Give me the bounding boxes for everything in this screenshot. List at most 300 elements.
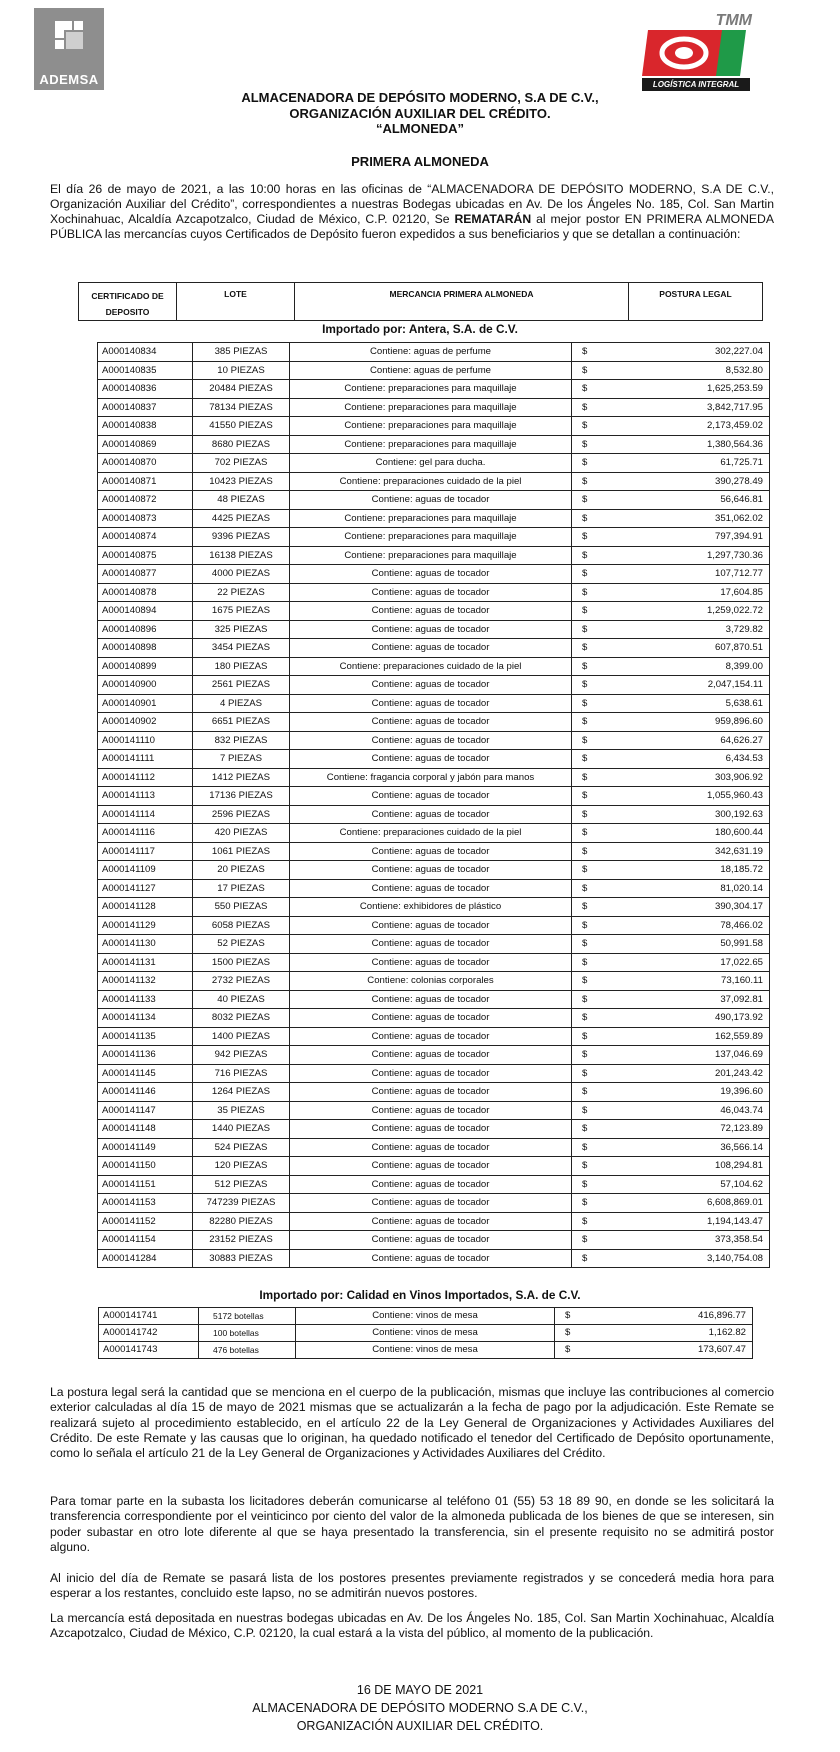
currency-symbol: $ [582,956,588,968]
currency-symbol: $ [582,919,588,931]
table-row [98,750,770,769]
certificate-cell: A000140836 [98,380,193,399]
currency-symbol: $ [582,697,588,709]
ademsa-mark-icon [52,18,86,52]
postura-amount: 6,434.53 [725,753,763,765]
postura-cell [555,1342,753,1359]
currency-symbol: $ [582,993,588,1005]
certificate-cell: A000141152 [98,1212,193,1231]
lot-cell: 550 PIEZAS [193,898,290,917]
table-row [98,898,770,917]
currency-symbol: $ [582,549,588,561]
lot-cell: 82280 PIEZAS [193,1212,290,1231]
postura-amount: 1,055,960.43 [706,790,763,802]
table-row [98,1194,770,1213]
table-row [98,713,770,732]
postura-amount: 351,062.02 [714,512,763,524]
currency-symbol: $ [582,1086,588,1098]
postura-amount: 17,604.85 [720,586,763,598]
postura-cell [572,509,770,528]
currency-symbol: $ [582,1030,588,1042]
postura-cell [572,861,770,880]
certificate-cell: A000141114 [98,805,193,824]
lot-cell: 1412 PIEZAS [193,768,290,787]
postura-cell [572,787,770,806]
merchandise-cell: Contiene: preparaciones para maquillaje [290,435,572,454]
postura-amount: 390,304.17 [714,901,763,913]
lot-cell: 2732 PIEZAS [193,972,290,991]
table-row [98,676,770,695]
lot-cell: 30883 PIEZAS [193,1249,290,1268]
currency-symbol: $ [582,1049,588,1061]
certificate-cell: A000141284 [98,1249,193,1268]
certificate-cell: A000140896 [98,620,193,639]
postura-cell [572,435,770,454]
postura-cell [572,491,770,510]
postura-amount: 3,729.82 [725,623,763,635]
postura-cell [572,361,770,380]
lot-cell: 476 botellas [199,1342,296,1359]
header-line-3: “ALMONEDA” [375,121,465,136]
certificate-cell: A000141136 [98,1046,193,1065]
certificate-cell: A000140870 [98,454,193,473]
merchandise-cell: Contiene: aguas de tocador [290,1009,572,1028]
currency-symbol: $ [582,660,588,672]
certificate-cell: A000141135 [98,1027,193,1046]
currency-symbol: $ [582,901,588,913]
lot-cell: 78134 PIEZAS [193,398,290,417]
lot-cell: 100 botellas [199,1325,296,1342]
lot-cell: 8680 PIEZAS [193,435,290,454]
lot-cell: 17 PIEZAS [193,879,290,898]
table-row [98,583,770,602]
postura-amount: 5,638.61 [725,697,763,709]
table-row [98,472,770,491]
currency-symbol: $ [582,512,588,524]
table-header [78,282,763,321]
currency-symbol: $ [582,1104,588,1116]
postura-cell [572,953,770,972]
postura-amount: 36,566.14 [720,1141,763,1153]
certificate-cell: A000141145 [98,1064,193,1083]
header-desc: MERCANCIA PRIMERA ALMONEDA [295,283,629,321]
postura-amount: 3,140,754.08 [706,1252,763,1264]
postura-cell [572,454,770,473]
lot-cell: 385 PIEZAS [193,343,290,362]
merchandise-cell: Contiene: vinos de mesa [296,1325,555,1342]
merchandise-cell: Contiene: aguas de tocador [290,879,572,898]
table-row [98,343,770,362]
postura-cell [572,1120,770,1139]
table-row [98,953,770,972]
merchandise-cell: Contiene: aguas de tocador [290,1046,572,1065]
lots-table-vinos [98,1307,753,1359]
table-row [99,1342,753,1359]
lot-cell: 17136 PIEZAS [193,787,290,806]
table-row [98,1046,770,1065]
table-row [98,694,770,713]
postura-cell [572,750,770,769]
currency-symbol: $ [582,975,588,987]
certificate-cell: A000140871 [98,472,193,491]
table-row [98,1175,770,1194]
lot-cell: 7 PIEZAS [193,750,290,769]
merchandise-cell: Contiene: colonias corporales [290,972,572,991]
postura-amount: 1,380,564.36 [706,438,763,450]
lot-cell: 52 PIEZAS [193,935,290,954]
merchandise-cell: Contiene: aguas de tocador [290,990,572,1009]
table-row [98,639,770,658]
currency-symbol: $ [582,346,588,358]
footer-date: 16 DE MAYO DE 2021 [356,1683,484,1697]
lot-cell: 1264 PIEZAS [193,1083,290,1102]
merchandise-cell: Contiene: aguas de tocador [290,491,572,510]
postura-cell [555,1308,753,1325]
lot-cell: 6058 PIEZAS [193,916,290,935]
currency-symbol: $ [582,1215,588,1227]
certificate-cell: A000141148 [98,1120,193,1139]
postura-cell [572,417,770,436]
postura-amount: 390,278.49 [714,475,763,487]
postura-amount: 64,626.27 [720,734,763,746]
postura-amount: 342,631.19 [714,845,763,857]
table-row [98,435,770,454]
certificate-cell: A000140898 [98,639,193,658]
currency-symbol: $ [582,364,588,376]
merchandise-cell: Contiene: preparaciones para maquillaje [290,417,572,436]
table-row [99,1325,753,1342]
tmm-logo [640,12,760,94]
postura-amount: 19,396.60 [720,1086,763,1098]
postura-cell [572,398,770,417]
currency-symbol: $ [582,531,588,543]
certificate-cell: A000141130 [98,935,193,954]
lot-cell: 702 PIEZAS [193,454,290,473]
table-row [98,1064,770,1083]
merchandise-cell: Contiene: preparaciones cuidado de la piel [290,472,572,491]
postura-cell [572,639,770,658]
lot-cell: 23152 PIEZAS [193,1231,290,1250]
footer-company: ALMACENADORA DE DEPÓSITO MODERNO S.A DE C.V., [252,1701,588,1715]
table-row [98,491,770,510]
postura-cell [572,657,770,676]
lot-cell: 3454 PIEZAS [193,639,290,658]
lot-cell: 1675 PIEZAS [193,602,290,621]
table-row [98,602,770,621]
table-row [98,916,770,935]
currency-symbol: $ [582,1197,588,1209]
currency-symbol: $ [582,827,588,839]
lot-cell: 325 PIEZAS [193,620,290,639]
currency-symbol: $ [582,1067,588,1079]
currency-symbol: $ [582,568,588,580]
merchandise-cell: Contiene: preparaciones para maquillaje [290,380,572,399]
lot-cell: 16138 PIEZAS [193,546,290,565]
merchandise-cell: Contiene: aguas de perfume [290,361,572,380]
table-row [99,1308,753,1325]
merchandise-cell: Contiene: aguas de tocador [290,805,572,824]
table-row [98,990,770,1009]
postura-amount: 81,020.14 [720,882,763,894]
table-row [98,1138,770,1157]
lots-table-body [98,343,770,1268]
merchandise-cell: Contiene: vinos de mesa [296,1342,555,1359]
lot-cell: 1061 PIEZAS [193,842,290,861]
lot-cell: 22 PIEZAS [193,583,290,602]
currency-symbol: $ [582,1123,588,1135]
currency-symbol: $ [582,420,588,432]
intro-paragraph [50,182,774,242]
merchandise-cell: Contiene: preparaciones cuidado de la piel [290,824,572,843]
table-row [98,454,770,473]
lot-cell: 1500 PIEZAS [193,953,290,972]
merchandise-cell: Contiene: aguas de tocador [290,1157,572,1176]
header-postura: POSTURA LEGAL [629,283,763,321]
paragraph-participacion: Para tomar parte en la subasta los licitadores deberán comunicarse al teléfono 01 (55) 53 18 89 90, en donde se les solicitará la transferencia correspondiente por el veinticinco por ciento del valor de la almoneda publicada de los bienes de que se interesen, sin poder subastar en otro lote diferente al que se haya presentado la transferencia, sin el presente requisito no se admitirá postor alguno. [50,1494,774,1554]
postura-cell [572,694,770,713]
merchandise-cell: Contiene: aguas de perfume [290,343,572,362]
tmm-tagline: LOGÍSTICA INTEGRAL [642,78,750,91]
table-row [98,824,770,843]
postura-amount: 56,646.81 [720,494,763,506]
currency-symbol: $ [582,679,588,691]
currency-symbol: $ [582,1252,588,1264]
postura-cell [572,1027,770,1046]
merchandise-cell: Contiene: vinos de mesa [296,1308,555,1325]
postura-cell [572,935,770,954]
postura-cell [572,343,770,362]
postura-amount: 490,173.92 [714,1012,763,1024]
table-row [98,1083,770,1102]
merchandise-cell: Contiene: aguas de tocador [290,731,572,750]
merchandise-cell: Contiene: aguas de tocador [290,620,572,639]
postura-amount: 8,532.80 [725,364,763,376]
postura-amount: 162,559.89 [714,1030,763,1042]
lot-cell: 524 PIEZAS [193,1138,290,1157]
postura-amount: 1,297,730.36 [706,549,763,561]
merchandise-cell: Contiene: preparaciones para maquillaje [290,546,572,565]
certificate-cell: A000141741 [99,1308,199,1325]
merchandise-cell: Contiene: aguas de tocador [290,713,572,732]
currency-symbol: $ [582,605,588,617]
lot-cell: 8032 PIEZAS [193,1009,290,1028]
currency-symbol: $ [582,623,588,635]
postura-amount: 797,394.91 [714,531,763,543]
lot-cell: 48 PIEZAS [193,491,290,510]
currency-symbol: $ [582,753,588,765]
postura-amount: 1,625,253.59 [706,383,763,395]
merchandise-cell: Contiene: aguas de tocador [290,1231,572,1250]
table-row [98,1120,770,1139]
certificate-cell: A000140899 [98,657,193,676]
postura-cell [572,1138,770,1157]
certificate-cell: A000141131 [98,953,193,972]
postura-amount: 2,047,154.11 [707,679,763,691]
currency-symbol: $ [582,1012,588,1024]
certificate-cell: A000141128 [98,898,193,917]
certificate-cell: A000140837 [98,398,193,417]
merchandise-cell: Contiene: aguas de tocador [290,639,572,658]
postura-cell [572,990,770,1009]
merchandise-cell: Contiene: aguas de tocador [290,1194,572,1213]
postura-cell [572,1212,770,1231]
lot-cell: 35 PIEZAS [193,1101,290,1120]
table-row [98,972,770,991]
certificate-cell: A000141109 [98,861,193,880]
postura-amount: 3,842,717.95 [706,401,763,413]
certificate-cell: A000141134 [98,1009,193,1028]
certificate-cell: A000140834 [98,343,193,362]
table-row [98,805,770,824]
table-row [98,657,770,676]
tmm-emblem-icon [642,26,752,78]
merchandise-cell: Contiene: preparaciones cuidado de la piel [290,657,572,676]
table-row [98,380,770,399]
certificate-cell: A000140874 [98,528,193,547]
currency-symbol: $ [582,808,588,820]
intro-text-before: El día 26 de mayo de 2021, a las 10:00 horas en las oficinas de “ALMACENADORA DE DEPÓSITO MODERNO, S.A DE C.V., Organización Auxiliar del Crédito”, correspondientes a nuestras Bodegas ubicadas en Av. De los Ángeles No. 185, Col. San Martin Xochinahuac, Alcaldía Azcapotzalco, Ciudad de México, C.P. 02120, Se [50,182,774,226]
postura-cell [572,842,770,861]
postura-cell [572,824,770,843]
merchandise-cell: Contiene: fragancia corporal y jabón para manos [290,768,572,787]
certificate-cell: A000140877 [98,565,193,584]
postura-amount: 61,725.71 [720,457,763,469]
postura-cell [572,1009,770,1028]
certificate-cell: A000140873 [98,509,193,528]
certificate-cell: A000140894 [98,602,193,621]
currency-symbol: $ [582,1234,588,1246]
postura-cell [572,898,770,917]
currency-symbol: $ [565,1310,571,1321]
currency-symbol: $ [582,494,588,506]
lot-cell: 6651 PIEZAS [193,713,290,732]
lot-cell: 420 PIEZAS [193,824,290,843]
postura-amount: 108,294.81 [714,1160,763,1172]
certificate-cell: A000141112 [98,768,193,787]
lot-cell: 20 PIEZAS [193,861,290,880]
postura-amount: 959,896.60 [714,716,763,728]
postura-cell [572,879,770,898]
postura-cell [572,583,770,602]
lot-cell: 747239 PIEZAS [193,1194,290,1213]
postura-cell [572,1175,770,1194]
merchandise-cell: Contiene: gel para ducha. [290,454,572,473]
postura-cell [572,546,770,565]
merchandise-cell: Contiene: aguas de tocador [290,842,572,861]
postura-amount: 1,259,022.72 [706,605,763,617]
lot-cell: 512 PIEZAS [193,1175,290,1194]
lot-cell: 10423 PIEZAS [193,472,290,491]
merchandise-cell: Contiene: aguas de tocador [290,1101,572,1120]
header-line-2: ORGANIZACIÓN AUXILIAR DEL CRÉDITO. [289,106,551,121]
postura-amount: 57,104.62 [720,1178,763,1190]
currency-symbol: $ [582,586,588,598]
certificate-cell: A000141151 [98,1175,193,1194]
postura-cell [572,1101,770,1120]
postura-cell [572,1083,770,1102]
postura-cell [572,602,770,621]
merchandise-cell: Contiene: aguas de tocador [290,1212,572,1231]
lot-cell: 120 PIEZAS [193,1157,290,1176]
table-row [98,398,770,417]
certificate-cell: A000140869 [98,435,193,454]
postura-amount: 1,162.82 [708,1327,746,1338]
postura-amount: 73,160.11 [721,975,763,987]
currency-symbol: $ [582,475,588,487]
header-lote: LOTE [177,283,295,321]
certificate-cell: A000140878 [98,583,193,602]
postura-amount: 416,896.77 [697,1310,746,1321]
certificate-cell: A000141129 [98,916,193,935]
lot-cell: 716 PIEZAS [193,1064,290,1083]
currency-symbol: $ [582,1160,588,1172]
merchandise-cell: Contiene: aguas de tocador [290,565,572,584]
currency-symbol: $ [565,1344,571,1355]
postura-cell [572,1157,770,1176]
postura-amount: 8,399.00 [725,660,763,672]
certificate-cell: A000141154 [98,1231,193,1250]
currency-symbol: $ [582,938,588,950]
currency-symbol: $ [582,1141,588,1153]
group-title-antera: Importado por: Antera, S.A. de C.V. [322,322,518,336]
lot-cell: 20484 PIEZAS [193,380,290,399]
lot-cell: 1440 PIEZAS [193,1120,290,1139]
lot-cell: 2596 PIEZAS [193,805,290,824]
certificate-cell: A000140875 [98,546,193,565]
header-line-1: ALMACENADORA DE DEPÓSITO MODERNO, S.A DE C.V., [241,90,599,105]
currency-symbol: $ [582,438,588,450]
postura-cell [572,731,770,750]
ademsa-logo [34,8,104,90]
table-row [98,1212,770,1231]
certificate-cell: A000140901 [98,694,193,713]
postura-amount: 107,712.77 [714,568,763,580]
table-row [98,768,770,787]
certificate-cell: A000141132 [98,972,193,991]
table-row [98,842,770,861]
postura-cell [572,1194,770,1213]
lot-cell: 4425 PIEZAS [193,509,290,528]
postura-cell [572,805,770,824]
merchandise-cell: Contiene: aguas de tocador [290,583,572,602]
postura-amount: 302,227.04 [714,346,763,358]
postura-cell [572,380,770,399]
table-row [98,546,770,565]
merchandise-cell: Contiene: exhibidores de plástico [290,898,572,917]
table-row [98,565,770,584]
merchandise-cell: Contiene: aguas de tocador [290,1120,572,1139]
table-row [98,1157,770,1176]
postura-cell [572,916,770,935]
postura-cell [572,1064,770,1083]
table-row [98,935,770,954]
table-row [98,1027,770,1046]
postura-cell [572,472,770,491]
merchandise-cell: Contiene: aguas de tocador [290,1064,572,1083]
postura-amount: 37,092.81 [720,993,763,1005]
table-row [98,787,770,806]
currency-symbol: $ [582,790,588,802]
merchandise-cell: Contiene: aguas de tocador [290,935,572,954]
currency-symbol: $ [565,1327,571,1338]
certificate-cell: A000140838 [98,417,193,436]
postura-amount: 173,607.47 [697,1344,746,1355]
certificate-cell: A000141150 [98,1157,193,1176]
certificate-cell: A000141153 [98,1194,193,1213]
postura-amount: 17,022.65 [720,956,763,968]
currency-symbol: $ [582,383,588,395]
merchandise-cell: Contiene: aguas de tocador [290,750,572,769]
